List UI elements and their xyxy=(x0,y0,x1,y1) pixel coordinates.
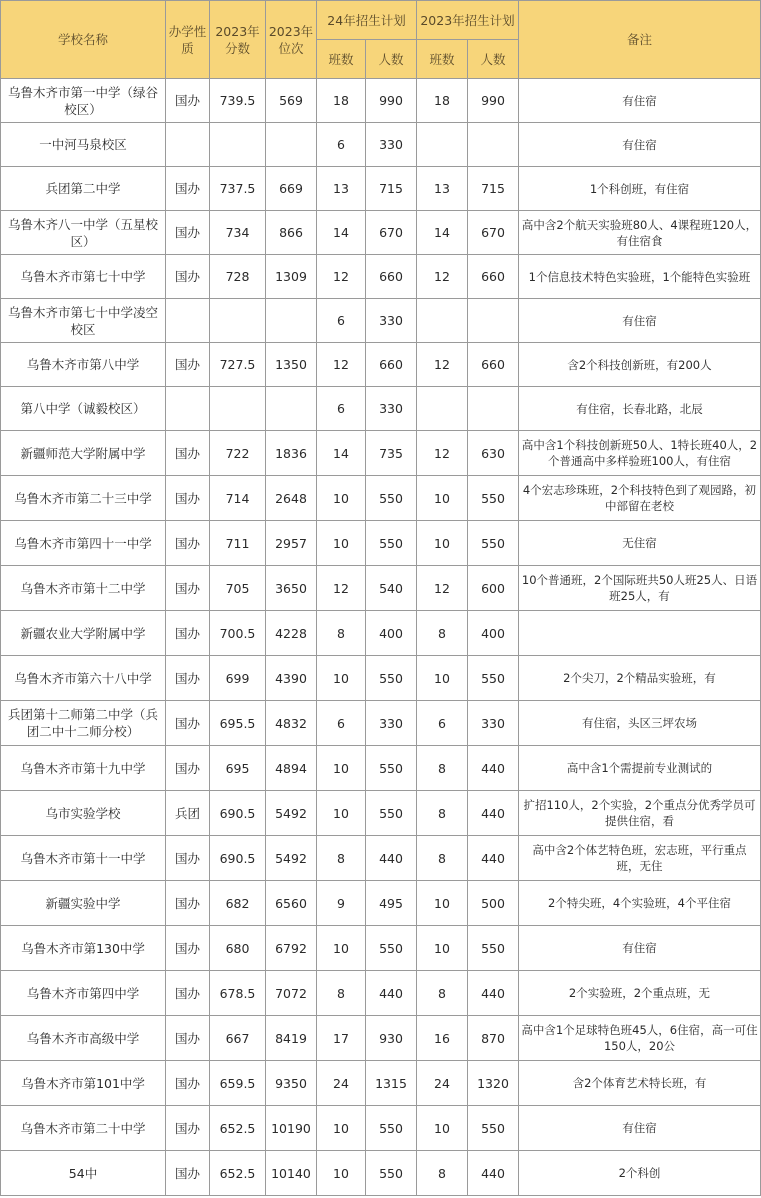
score-cell xyxy=(210,123,266,167)
students-2023-cell: 870 xyxy=(468,1016,519,1061)
table-row xyxy=(1,836,761,881)
students-2023-cell: 550 xyxy=(468,1106,519,1151)
classes-2024-cell: 9 xyxy=(317,881,366,926)
students-2024-cell: 660 xyxy=(366,343,417,387)
table-row xyxy=(1,431,761,476)
rank-cell: 2648 xyxy=(266,476,317,521)
table-row xyxy=(1,299,761,343)
remark-cell: 1个信息技术特色实验班，1个能特色实验班 xyxy=(519,255,761,299)
remark-cell: 高中含1个需提前专业测试的 xyxy=(519,746,761,791)
school-name-cell: 乌鲁木齐市第七十中学 xyxy=(1,255,166,299)
school-name-cell: 乌鲁木齐市第十一中学 xyxy=(1,836,166,881)
students-2023-cell: 670 xyxy=(468,211,519,255)
students-2024-cell: 440 xyxy=(366,836,417,881)
classes-2024-cell: 10 xyxy=(317,521,366,566)
students-2023-cell xyxy=(468,299,519,343)
table-row xyxy=(1,566,761,611)
students-2024-cell: 495 xyxy=(366,881,417,926)
remark-cell: 2个特尖班，4个实验班，4个平住宿 xyxy=(519,881,761,926)
school-type-cell: 国办 xyxy=(166,746,210,791)
rank-cell: 5492 xyxy=(266,791,317,836)
remark-cell: 有住宿 xyxy=(519,79,761,123)
score-cell: 667 xyxy=(210,1016,266,1061)
remark-cell: 高中含1个足球特色班45人，6住宿，高一可住150人，20公 xyxy=(519,1016,761,1061)
table-row xyxy=(1,656,761,701)
score-cell: 699 xyxy=(210,656,266,701)
table-row xyxy=(1,611,761,656)
rank-cell: 569 xyxy=(266,79,317,123)
classes-2024-cell: 6 xyxy=(317,387,366,431)
rank-cell: 1350 xyxy=(266,343,317,387)
rank-cell: 669 xyxy=(266,167,317,211)
rank-cell: 4894 xyxy=(266,746,317,791)
rank-cell: 7072 xyxy=(266,971,317,1016)
students-2023-cell: 440 xyxy=(468,836,519,881)
school-name-cell: 新疆实验中学 xyxy=(1,881,166,926)
school-type-cell: 国办 xyxy=(166,926,210,971)
score-cell: 652.5 xyxy=(210,1151,266,1196)
school-type-cell: 国办 xyxy=(166,211,210,255)
classes-2024-cell: 10 xyxy=(317,476,366,521)
classes-2024-cell: 10 xyxy=(317,1106,366,1151)
school-type-cell: 国办 xyxy=(166,881,210,926)
rank-cell: 4390 xyxy=(266,656,317,701)
classes-2023-cell xyxy=(417,387,468,431)
school-name-cell: 乌鲁木齐市第六十八中学 xyxy=(1,656,166,701)
remark-cell: 扩招110人，2个实验，2个重点分优秀学员可提供住宿，看 xyxy=(519,791,761,836)
classes-2024-cell: 6 xyxy=(317,701,366,746)
table-row xyxy=(1,476,761,521)
students-2024-cell: 540 xyxy=(366,566,417,611)
table-row xyxy=(1,1151,761,1196)
students-2024-cell: 550 xyxy=(366,1151,417,1196)
header-school: 学校名称 xyxy=(1,1,166,79)
table-row xyxy=(1,343,761,387)
remark-cell: 高中含1个科技创新班50人、1特长班40人，2个普通高中多样验班100人，有住宿 xyxy=(519,431,761,476)
header-plan-2023: 2023年招生计划 xyxy=(417,1,519,40)
classes-2023-cell: 8 xyxy=(417,791,468,836)
rank-cell: 6792 xyxy=(266,926,317,971)
table-row xyxy=(1,521,761,566)
classes-2024-cell: 10 xyxy=(317,656,366,701)
school-type-cell: 国办 xyxy=(166,521,210,566)
header-students-2023: 人数 xyxy=(468,40,519,79)
school-name-cell: 乌鲁木齐市第七十中学凌空校区 xyxy=(1,299,166,343)
header-classes-2024: 班数 xyxy=(317,40,366,79)
classes-2024-cell: 13 xyxy=(317,167,366,211)
table-body xyxy=(1,79,761,1196)
score-cell: 734 xyxy=(210,211,266,255)
classes-2023-cell: 12 xyxy=(417,343,468,387)
school-type-cell: 国办 xyxy=(166,701,210,746)
classes-2023-cell xyxy=(417,123,468,167)
rank-cell: 2957 xyxy=(266,521,317,566)
classes-2023-cell: 8 xyxy=(417,611,468,656)
classes-2023-cell: 10 xyxy=(417,521,468,566)
students-2024-cell: 550 xyxy=(366,746,417,791)
score-cell: 722 xyxy=(210,431,266,476)
score-cell: 739.5 xyxy=(210,79,266,123)
remark-cell: 高中含2个体艺特色班，宏志班，平行重点班，无住 xyxy=(519,836,761,881)
header-classes-2023: 班数 xyxy=(417,40,468,79)
classes-2024-cell: 6 xyxy=(317,299,366,343)
score-cell: 682 xyxy=(210,881,266,926)
rank-cell: 5492 xyxy=(266,836,317,881)
classes-2023-cell: 10 xyxy=(417,881,468,926)
students-2024-cell: 735 xyxy=(366,431,417,476)
classes-2024-cell: 12 xyxy=(317,343,366,387)
students-2024-cell: 550 xyxy=(366,1106,417,1151)
classes-2023-cell: 10 xyxy=(417,656,468,701)
remark-cell: 无住宿 xyxy=(519,521,761,566)
school-type-cell: 国办 xyxy=(166,611,210,656)
rank-cell xyxy=(266,387,317,431)
table-row xyxy=(1,701,761,746)
school-name-cell: 兵团第二中学 xyxy=(1,167,166,211)
score-cell: 695.5 xyxy=(210,701,266,746)
school-type-cell: 国办 xyxy=(166,1016,210,1061)
score-cell: 700.5 xyxy=(210,611,266,656)
school-type-cell: 国办 xyxy=(166,1061,210,1106)
students-2024-cell: 715 xyxy=(366,167,417,211)
students-2023-cell: 440 xyxy=(468,746,519,791)
students-2024-cell: 550 xyxy=(366,476,417,521)
students-2024-cell: 330 xyxy=(366,701,417,746)
school-name-cell: 乌鲁木齐市第101中学 xyxy=(1,1061,166,1106)
table-row xyxy=(1,1061,761,1106)
remark-cell: 2个实验班，2个重点班，无 xyxy=(519,971,761,1016)
score-cell: 714 xyxy=(210,476,266,521)
score-cell: 737.5 xyxy=(210,167,266,211)
classes-2024-cell: 10 xyxy=(317,926,366,971)
score-cell: 680 xyxy=(210,926,266,971)
rank-cell: 1309 xyxy=(266,255,317,299)
table-row xyxy=(1,387,761,431)
school-type-cell: 国办 xyxy=(166,1151,210,1196)
students-2023-cell: 1320 xyxy=(468,1061,519,1106)
score-cell: 727.5 xyxy=(210,343,266,387)
remark-cell: 10个普通班，2个国际班共50人班25人、日语班25人，有 xyxy=(519,566,761,611)
score-cell xyxy=(210,387,266,431)
students-2024-cell: 670 xyxy=(366,211,417,255)
school-type-cell: 兵团 xyxy=(166,791,210,836)
school-name-cell: 54中 xyxy=(1,1151,166,1196)
students-2023-cell: 990 xyxy=(468,79,519,123)
school-type-cell: 国办 xyxy=(166,79,210,123)
remark-cell: 含2个科技创新班，有200人 xyxy=(519,343,761,387)
table-row xyxy=(1,79,761,123)
students-2023-cell: 550 xyxy=(468,476,519,521)
classes-2023-cell: 12 xyxy=(417,255,468,299)
table-row xyxy=(1,1016,761,1061)
rank-cell: 4228 xyxy=(266,611,317,656)
students-2024-cell: 330 xyxy=(366,299,417,343)
students-2023-cell: 660 xyxy=(468,255,519,299)
students-2023-cell: 715 xyxy=(468,167,519,211)
remark-cell: 4个宏志珍珠班，2个科技特色到了观园路，初中部留在老校 xyxy=(519,476,761,521)
classes-2024-cell: 8 xyxy=(317,971,366,1016)
classes-2024-cell: 14 xyxy=(317,431,366,476)
table-row xyxy=(1,971,761,1016)
school-type-cell: 国办 xyxy=(166,836,210,881)
school-name-cell: 乌鲁木齐市第八中学 xyxy=(1,343,166,387)
remark-cell: 有住宿 xyxy=(519,299,761,343)
rank-cell: 4832 xyxy=(266,701,317,746)
table-row xyxy=(1,926,761,971)
school-type-cell: 国办 xyxy=(166,255,210,299)
students-2023-cell: 400 xyxy=(468,611,519,656)
students-2023-cell: 500 xyxy=(468,881,519,926)
students-2023-cell xyxy=(468,387,519,431)
school-type-cell: 国办 xyxy=(166,343,210,387)
score-cell: 659.5 xyxy=(210,1061,266,1106)
score-cell: 695 xyxy=(210,746,266,791)
rank-cell xyxy=(266,299,317,343)
school-name-cell: 乌鲁木齐市高级中学 xyxy=(1,1016,166,1061)
school-type-cell xyxy=(166,299,210,343)
header-score: 2023年分数 xyxy=(210,1,266,79)
classes-2023-cell: 6 xyxy=(417,701,468,746)
table-row xyxy=(1,123,761,167)
school-type-cell: 国办 xyxy=(166,431,210,476)
rank-cell: 3650 xyxy=(266,566,317,611)
rank-cell: 9350 xyxy=(266,1061,317,1106)
classes-2023-cell: 12 xyxy=(417,431,468,476)
header-plan-2024: 24年招生计划 xyxy=(317,1,417,40)
school-name-cell: 兵团第十二师第二中学（兵团二中十二师分校） xyxy=(1,701,166,746)
table-row xyxy=(1,255,761,299)
students-2023-cell: 440 xyxy=(468,791,519,836)
score-cell: 705 xyxy=(210,566,266,611)
classes-2023-cell: 14 xyxy=(417,211,468,255)
classes-2023-cell: 24 xyxy=(417,1061,468,1106)
classes-2024-cell: 17 xyxy=(317,1016,366,1061)
students-2024-cell: 550 xyxy=(366,656,417,701)
students-2023-cell: 330 xyxy=(468,701,519,746)
remark-cell: 有住宿 xyxy=(519,1106,761,1151)
students-2023-cell: 660 xyxy=(468,343,519,387)
classes-2024-cell: 24 xyxy=(317,1061,366,1106)
score-cell: 690.5 xyxy=(210,836,266,881)
school-type-cell xyxy=(166,387,210,431)
students-2024-cell: 990 xyxy=(366,79,417,123)
header-type: 办学性质 xyxy=(166,1,210,79)
classes-2023-cell: 12 xyxy=(417,566,468,611)
score-cell: 728 xyxy=(210,255,266,299)
remark-cell: 1个科创班，有住宿 xyxy=(519,167,761,211)
school-name-cell: 乌鲁木齐市第一中学（绿谷校区） xyxy=(1,79,166,123)
remark-cell: 含2个体育艺术特长班，有 xyxy=(519,1061,761,1106)
students-2023-cell: 550 xyxy=(468,656,519,701)
students-2024-cell: 550 xyxy=(366,926,417,971)
rank-cell xyxy=(266,123,317,167)
school-name-cell: 新疆农业大学附属中学 xyxy=(1,611,166,656)
table-header xyxy=(1,1,761,79)
classes-2024-cell: 10 xyxy=(317,1151,366,1196)
table-row xyxy=(1,746,761,791)
remark-cell: 有住宿 xyxy=(519,123,761,167)
students-2023-cell: 440 xyxy=(468,1151,519,1196)
students-2023-cell: 550 xyxy=(468,521,519,566)
header-students-2024: 人数 xyxy=(366,40,417,79)
students-2023-cell: 600 xyxy=(468,566,519,611)
students-2024-cell: 400 xyxy=(366,611,417,656)
students-2023-cell: 440 xyxy=(468,971,519,1016)
remark-cell: 有住宿 xyxy=(519,926,761,971)
remark-cell xyxy=(519,611,761,656)
classes-2023-cell: 10 xyxy=(417,1106,468,1151)
classes-2024-cell: 10 xyxy=(317,791,366,836)
students-2024-cell: 550 xyxy=(366,791,417,836)
students-2024-cell: 330 xyxy=(366,123,417,167)
students-2023-cell: 550 xyxy=(468,926,519,971)
school-name-cell: 乌鲁木齐八一中学（五星校区） xyxy=(1,211,166,255)
students-2024-cell: 930 xyxy=(366,1016,417,1061)
school-name-cell: 新疆师范大学附属中学 xyxy=(1,431,166,476)
classes-2023-cell: 16 xyxy=(417,1016,468,1061)
students-2024-cell: 1315 xyxy=(366,1061,417,1106)
rank-cell: 866 xyxy=(266,211,317,255)
score-cell: 652.5 xyxy=(210,1106,266,1151)
table-row xyxy=(1,791,761,836)
school-type-cell: 国办 xyxy=(166,167,210,211)
header-remark: 备注 xyxy=(519,1,761,79)
students-2023-cell: 630 xyxy=(468,431,519,476)
rank-cell: 10140 xyxy=(266,1151,317,1196)
classes-2024-cell: 12 xyxy=(317,566,366,611)
classes-2023-cell xyxy=(417,299,468,343)
school-name-cell: 乌市实验学校 xyxy=(1,791,166,836)
school-name-cell: 乌鲁木齐市第130中学 xyxy=(1,926,166,971)
score-cell: 690.5 xyxy=(210,791,266,836)
remark-cell: 2个尖刀，2个精品实验班，有 xyxy=(519,656,761,701)
classes-2023-cell: 18 xyxy=(417,79,468,123)
classes-2023-cell: 10 xyxy=(417,476,468,521)
school-name-cell: 乌鲁木齐市第二十三中学 xyxy=(1,476,166,521)
table-row xyxy=(1,211,761,255)
header-rank: 2023年位次 xyxy=(266,1,317,79)
school-type-cell: 国办 xyxy=(166,656,210,701)
classes-2024-cell: 18 xyxy=(317,79,366,123)
remark-cell: 高中含2个航天实验班80人、4课程班120人，有住宿食 xyxy=(519,211,761,255)
table-row xyxy=(1,167,761,211)
table-row xyxy=(1,1106,761,1151)
students-2024-cell: 330 xyxy=(366,387,417,431)
school-name-cell: 一中河马泉校区 xyxy=(1,123,166,167)
school-name-cell: 乌鲁木齐市第十九中学 xyxy=(1,746,166,791)
classes-2024-cell: 14 xyxy=(317,211,366,255)
rank-cell: 10190 xyxy=(266,1106,317,1151)
score-cell: 711 xyxy=(210,521,266,566)
rank-cell: 8419 xyxy=(266,1016,317,1061)
classes-2024-cell: 12 xyxy=(317,255,366,299)
rank-cell: 6560 xyxy=(266,881,317,926)
school-type-cell: 国办 xyxy=(166,566,210,611)
school-type-cell: 国办 xyxy=(166,476,210,521)
classes-2024-cell: 10 xyxy=(317,746,366,791)
classes-2023-cell: 8 xyxy=(417,836,468,881)
classes-2024-cell: 8 xyxy=(317,836,366,881)
school-type-cell: 国办 xyxy=(166,1106,210,1151)
rank-cell: 1836 xyxy=(266,431,317,476)
table-row xyxy=(1,881,761,926)
classes-2023-cell: 13 xyxy=(417,167,468,211)
remark-cell: 2个科创 xyxy=(519,1151,761,1196)
school-name-cell: 乌鲁木齐市第二十中学 xyxy=(1,1106,166,1151)
score-cell xyxy=(210,299,266,343)
students-2024-cell: 660 xyxy=(366,255,417,299)
remark-cell: 有住宿，长春北路，北辰 xyxy=(519,387,761,431)
remark-cell: 有住宿，头区三坪农场 xyxy=(519,701,761,746)
score-cell: 678.5 xyxy=(210,971,266,1016)
school-name-cell: 乌鲁木齐市第四中学 xyxy=(1,971,166,1016)
classes-2023-cell: 10 xyxy=(417,926,468,971)
classes-2023-cell: 8 xyxy=(417,1151,468,1196)
classes-2023-cell: 8 xyxy=(417,746,468,791)
classes-2024-cell: 8 xyxy=(317,611,366,656)
school-name-cell: 乌鲁木齐市第四十一中学 xyxy=(1,521,166,566)
students-2024-cell: 550 xyxy=(366,521,417,566)
school-name-cell: 乌鲁木齐市第十二中学 xyxy=(1,566,166,611)
students-2024-cell: 440 xyxy=(366,971,417,1016)
school-type-cell: 国办 xyxy=(166,971,210,1016)
school-type-cell xyxy=(166,123,210,167)
classes-2024-cell: 6 xyxy=(317,123,366,167)
classes-2023-cell: 8 xyxy=(417,971,468,1016)
school-name-cell: 第八中学（诚毅校区） xyxy=(1,387,166,431)
students-2023-cell xyxy=(468,123,519,167)
